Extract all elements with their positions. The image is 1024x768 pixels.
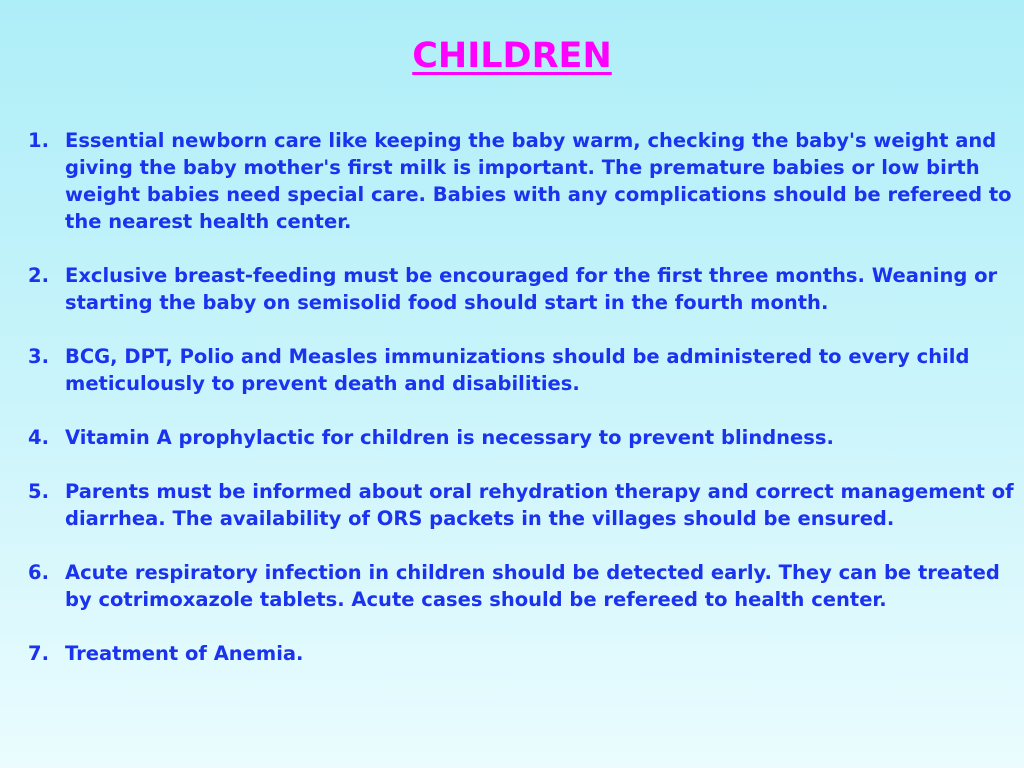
list-item bbox=[28, 127, 1018, 235]
item-text: Exclusive breast-feeding must be encouraged for the first three months. Weaning or starting the baby on semisolid food should start in the fourth month. bbox=[65, 264, 998, 314]
item-number: 3. bbox=[28, 345, 49, 368]
item-number: 4. bbox=[28, 426, 49, 449]
item-number: 1. bbox=[28, 129, 49, 152]
item-number: 7. bbox=[28, 642, 49, 665]
item-number: 2. bbox=[28, 264, 49, 287]
item-number: 6. bbox=[28, 561, 49, 584]
list-item bbox=[28, 640, 1018, 667]
list-item bbox=[28, 262, 1018, 316]
list-item bbox=[28, 478, 1018, 532]
guidelines-list bbox=[28, 127, 1018, 667]
slide-title: CHILDREN bbox=[412, 36, 612, 76]
item-text: Treatment of Anemia. bbox=[65, 642, 304, 665]
item-text: Vitamin A prophylactic for children is necessary to prevent blindness. bbox=[65, 426, 834, 449]
item-text: Acute respiratory infection in children should be detected early. They can be treated by cotrimoxazole tablets. Acute cases should be refereed to health center. bbox=[65, 561, 1000, 611]
item-text: BCG, DPT, Polio and Measles immunizations should be administered to every child meticulously to prevent death and disabilities. bbox=[65, 345, 970, 395]
list-item bbox=[28, 424, 1018, 451]
item-text: Essential newborn care like keeping the baby warm, checking the baby's weight and giving the baby mother's first milk is important. The premature babies or low birth weight babies need special care. Babies with any complications should be refereed to the nearest health center. bbox=[65, 129, 1012, 233]
item-text: Parents must be informed about oral rehydration therapy and correct management of diarrhea. The availability of ORS packets in the villages should be ensured. bbox=[65, 480, 1014, 530]
item-number: 5. bbox=[28, 480, 49, 503]
list-item bbox=[28, 343, 1018, 397]
list-item bbox=[28, 559, 1018, 613]
